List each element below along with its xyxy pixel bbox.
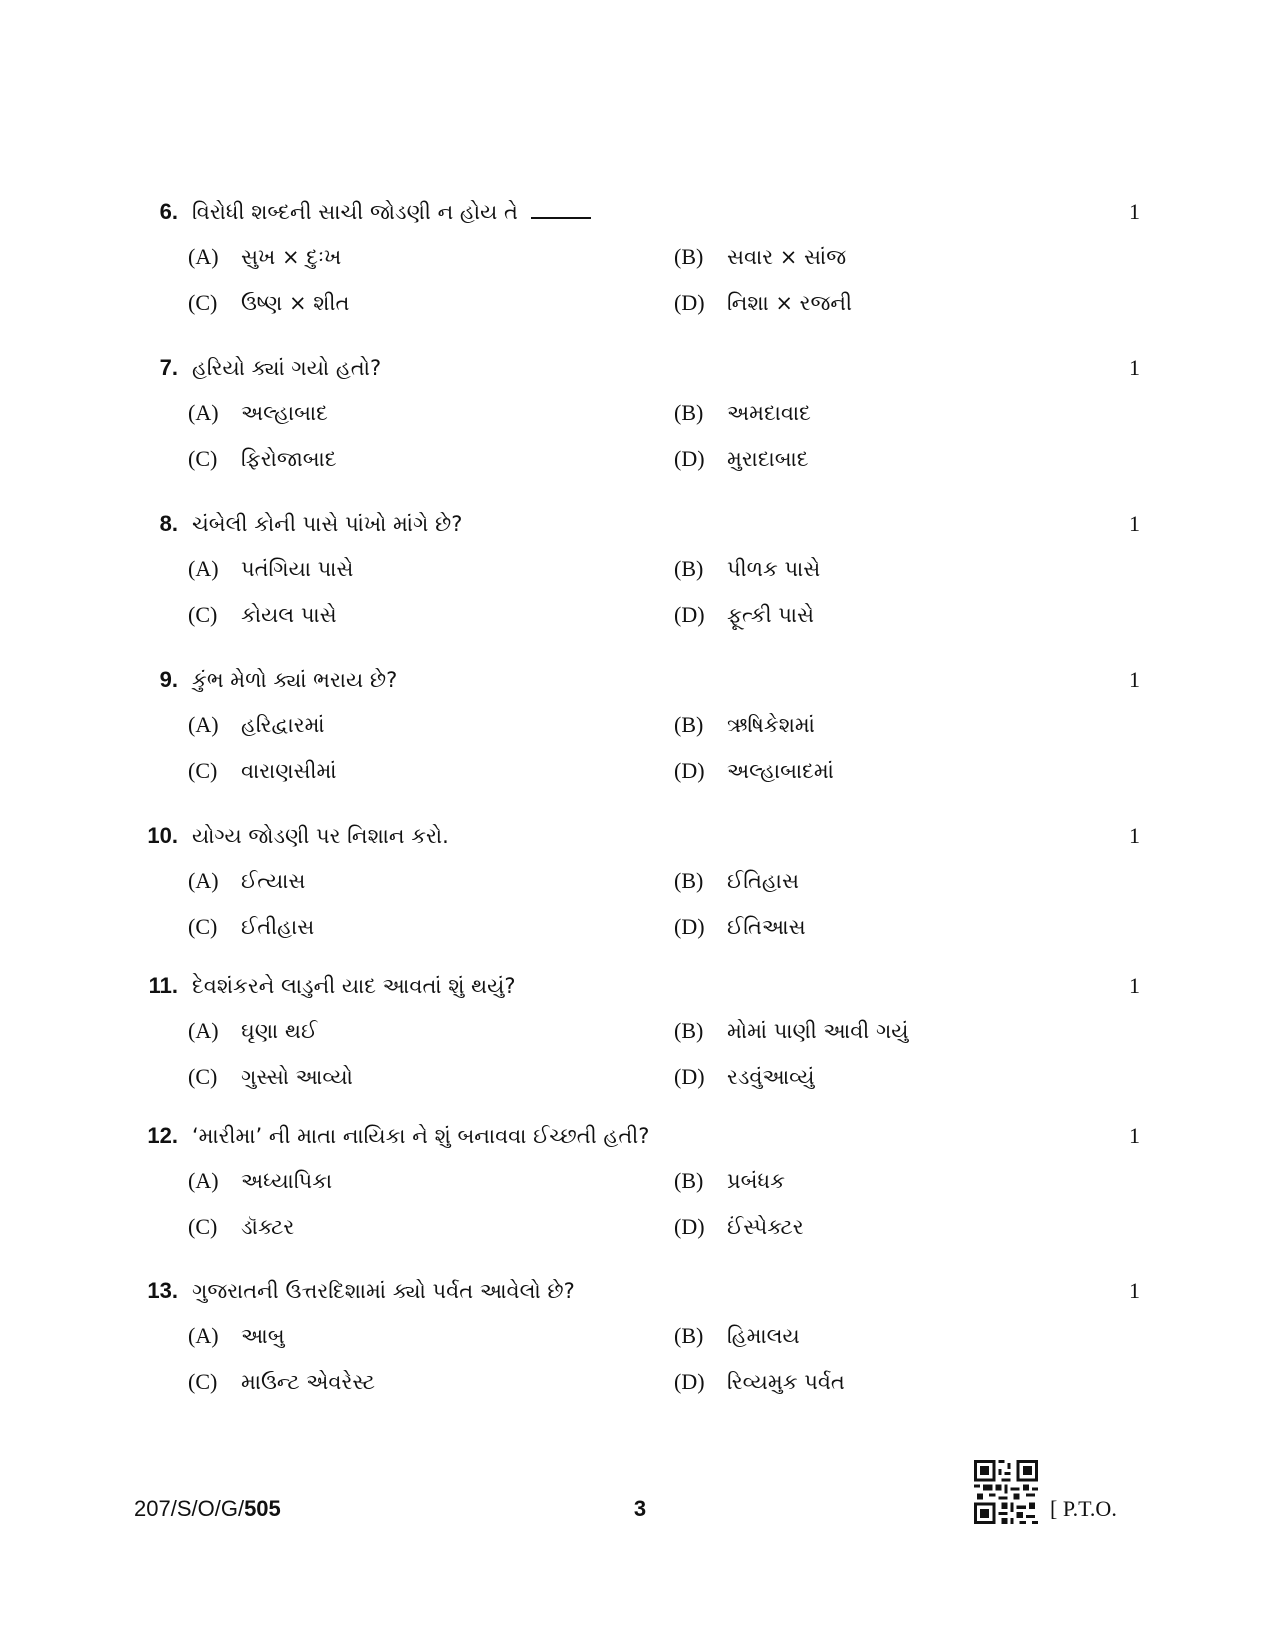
question-number: 6.: [159, 199, 178, 224]
option-text: ઉષ્ણ × શીત: [241, 291, 350, 315]
option-text: કોયલ પાસે: [241, 603, 337, 627]
option-label: (D): [674, 758, 705, 783]
option-label: (D): [674, 1369, 705, 1394]
option-label: (C): [188, 446, 218, 471]
option-text: વારાણસીમાં: [241, 759, 337, 783]
question-number: 13.: [147, 1278, 178, 1303]
option-label: (B): [674, 244, 704, 269]
option-text: અમદાવાદ: [727, 401, 811, 425]
question-text: ‘મારીમા’ ની માતા નાયિકા ને શું બનાવવા ઈચ્છતી હતી?: [192, 1124, 650, 1148]
option-text: સવાર × સાંજ: [727, 245, 847, 269]
option-text: ઈંસ્પેક્ટર: [727, 1215, 804, 1239]
question-number: 7.: [159, 355, 178, 380]
question-9: [0, 665, 1275, 815]
option-label: (B): [674, 868, 704, 893]
option-label: (A): [188, 1323, 219, 1348]
option-text: ઋષિકેશમાં: [727, 713, 815, 737]
answer-blank: [531, 217, 591, 219]
option-label: (D): [674, 602, 705, 627]
qr-code-icon: [974, 1460, 1038, 1524]
option-label: (B): [674, 400, 704, 425]
option-text: ઈત્યાસ: [241, 869, 306, 893]
option-label: (A): [188, 1018, 219, 1043]
option-text: સુખ × દુઃખ: [241, 245, 342, 269]
option-label: (C): [188, 1369, 218, 1394]
option-text: ફિરોજાબાદ: [241, 447, 337, 471]
question-marks: 1: [1129, 511, 1140, 536]
question-text: કુંભ મેળો ક્યાં ભરાય છે?: [192, 668, 398, 692]
option-text: ઈતિહાસ: [727, 869, 799, 893]
question-12: [0, 1121, 1275, 1271]
page-number: 3: [633, 1496, 647, 1521]
option-text: ઈતિઆસ: [727, 915, 806, 939]
option-text: પતંગિયા પાસે: [241, 557, 354, 581]
option-label: (D): [674, 1214, 705, 1239]
question-number: 10.: [147, 823, 178, 848]
option-label: (C): [188, 602, 218, 627]
option-label: (C): [188, 758, 218, 783]
question-10: [0, 821, 1275, 971]
option-label: (A): [188, 244, 219, 269]
paper-code-prefix: 207/S/O/G/: [134, 1496, 245, 1521]
paper-code: [134, 1494, 281, 1524]
question-number: 8.: [159, 511, 178, 536]
question-number: 9.: [159, 667, 178, 692]
option-label: (B): [674, 1018, 704, 1043]
option-text: હિમાલય: [727, 1324, 800, 1348]
option-text: મુરાદાબાદ: [727, 447, 809, 471]
option-text: ઈતીહાસ: [241, 915, 315, 939]
option-text: પ્રબંધક: [727, 1169, 785, 1193]
option-text: પીળક પાસે: [727, 557, 821, 581]
question-marks: 1: [1129, 199, 1140, 224]
option-text: રિવ્યમુક પર્વત: [727, 1370, 845, 1394]
option-label: (D): [674, 290, 705, 315]
option-text: અધ્યાપિકા: [241, 1169, 333, 1193]
question-7: [0, 353, 1275, 503]
question-text: ગુજરાતની ઉત્તરદિશામાં ક્યો પર્વત આવેલો છે?: [192, 1279, 575, 1303]
option-label: (B): [674, 556, 704, 581]
question-text: ચંબેલી કોની પાસે પાંખો માંગે છે?: [192, 512, 463, 536]
option-label: (D): [674, 914, 705, 939]
option-label: (A): [188, 1168, 219, 1193]
question-number: 11.: [148, 973, 178, 998]
question-text: યોગ્ય જોડણી પર નિશાન કરો.: [192, 824, 449, 848]
option-label: (D): [674, 446, 705, 471]
option-label: (B): [674, 1323, 704, 1348]
question-marks: 1: [1129, 1123, 1140, 1148]
option-label: (C): [188, 1064, 218, 1089]
option-label: (C): [188, 914, 218, 939]
question-marks: 1: [1129, 667, 1140, 692]
option-text: ડૉક્ટર: [241, 1215, 295, 1239]
question-13: [0, 1276, 1275, 1426]
option-text: ફૂત્કી પાસે: [727, 603, 815, 627]
option-text: રડવુંઆવ્યું: [727, 1065, 815, 1089]
option-label: (A): [188, 712, 219, 737]
option-label: (B): [674, 1168, 704, 1193]
question-text: દેવશંકરને લાડુની યાદ આવતાં શું થયું?: [192, 974, 516, 998]
question-number: 12.: [147, 1123, 178, 1148]
option-label: (C): [188, 290, 218, 315]
question-marks: 1: [1129, 1278, 1140, 1303]
question-marks: 1: [1129, 355, 1140, 380]
question-marks: 1: [1129, 823, 1140, 848]
option-text: આબુ: [241, 1324, 285, 1348]
option-text: નિશા × રજની: [727, 291, 853, 315]
option-label: (A): [188, 400, 219, 425]
option-text: માઉન્ટ એવરેસ્ટ: [241, 1370, 375, 1394]
question-text: હરિયો ક્યાં ગયો હતો?: [192, 356, 382, 380]
option-text: ઘૃણા થઈ: [241, 1019, 318, 1043]
paper-code-number: 505: [244, 1496, 281, 1521]
option-text: ગુસ્સો આવ્યો: [241, 1065, 353, 1089]
option-label: (D): [674, 1064, 705, 1089]
option-text: મોમાં પાણી આવી ગયું: [727, 1019, 909, 1043]
question-text: વિરોધી શબ્દની સાચી જોડણી ન હોય તે: [192, 197, 591, 227]
option-label: (B): [674, 712, 704, 737]
option-label: (A): [188, 868, 219, 893]
option-text: અલ્હાબાદમાં: [727, 759, 834, 783]
option-text: અલ્હાબાદ: [241, 401, 328, 425]
option-text: હરિદ્વારમાં: [241, 713, 325, 737]
question-marks: 1: [1129, 973, 1140, 998]
option-label: (C): [188, 1214, 218, 1239]
question-8: [0, 509, 1275, 659]
question-11: [0, 971, 1275, 1121]
please-turn-over: [ P.T.O.: [1050, 1496, 1117, 1521]
question-6: [0, 197, 1275, 347]
option-label: (A): [188, 556, 219, 581]
